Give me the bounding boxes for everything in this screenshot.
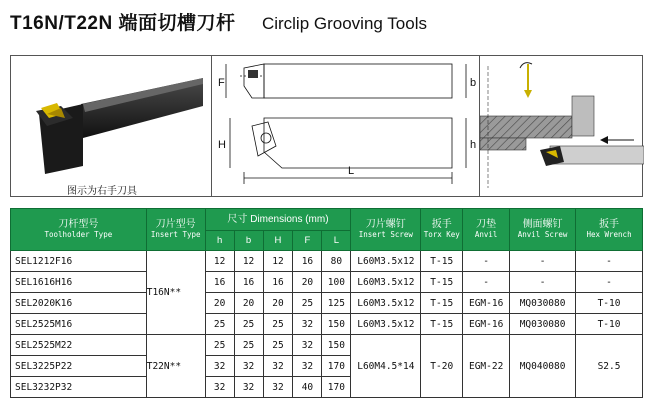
header-dimensions: 尺寸 Dimensions (mm) — [205, 209, 351, 231]
cell-L: 150 — [322, 314, 351, 335]
cell-F: 32 — [293, 314, 322, 335]
header-holder-type: 刀杆型号 Toolholder Type — [11, 209, 147, 251]
title-chinese: T16N/T22N 端面切槽刀杆 — [10, 13, 236, 34]
cell-anvil-group-2: EGM-22 — [463, 335, 510, 398]
cell-b: 25 — [234, 314, 263, 335]
cell-anvil: EGM-16 — [463, 314, 510, 335]
cell-wrench: - — [576, 251, 643, 272]
cell-key: T-15 — [421, 272, 463, 293]
cell-key: T-15 — [421, 293, 463, 314]
dimension-drawing — [212, 56, 480, 196]
cell-L: 170 — [322, 377, 351, 398]
cell-screw: L60M3.5x12 — [351, 272, 421, 293]
cell-F: 25 — [293, 293, 322, 314]
application-diagram — [480, 56, 644, 196]
header-torx-key: 扳手 Torx Key — [421, 209, 463, 251]
cell-H: 25 — [263, 314, 293, 335]
figure-caption: 图示为右手刀具 — [67, 186, 137, 197]
cell-anvil: - — [463, 272, 510, 293]
cell-insert-group-1: T16N** — [146, 251, 205, 335]
table-row — [11, 272, 643, 293]
cell-anvil-screw: MQ030080 — [510, 314, 576, 335]
cell-type: SEL2020K16 — [11, 293, 147, 314]
cell-screw: L60M3.5x12 — [351, 251, 421, 272]
spec-table — [10, 208, 643, 398]
cell-L: 80 — [322, 251, 351, 272]
title-english: Circlip Grooving Tools — [261, 14, 427, 33]
cell-b: 25 — [234, 335, 263, 356]
cell-h: 32 — [205, 356, 234, 377]
cell-b: 32 — [234, 377, 263, 398]
cell-L: 125 — [322, 293, 351, 314]
cell-anvil: - — [463, 251, 510, 272]
cell-H: 32 — [263, 356, 293, 377]
header-anvil: 刀垫 Anvil — [463, 209, 510, 251]
cell-screw-group-2: L60M4.5*14 — [351, 335, 421, 398]
header-dim-h: h — [205, 231, 234, 251]
cell-b: 16 — [234, 272, 263, 293]
header-dim-b: b — [234, 231, 263, 251]
cell-anvil: EGM-16 — [463, 293, 510, 314]
cell-h: 32 — [205, 377, 234, 398]
dim-label-h-upper: H — [218, 139, 226, 151]
cell-h: 25 — [205, 335, 234, 356]
table-row — [11, 251, 643, 272]
cell-anvil-screw: - — [510, 251, 576, 272]
dim-label-h-lower: h — [470, 139, 477, 151]
cell-F: 32 — [293, 335, 322, 356]
cell-L: 100 — [322, 272, 351, 293]
table-row — [11, 293, 643, 314]
cell-anvil-screw-group-2: MQ040080 — [510, 335, 576, 398]
cell-h: 20 — [205, 293, 234, 314]
page-title — [10, 8, 427, 38]
table-row — [11, 314, 643, 335]
cell-b: 12 — [234, 251, 263, 272]
cell-h: 12 — [205, 251, 234, 272]
header-hex-wrench: 扳手 Hex Wrench — [576, 209, 643, 251]
cell-h: 16 — [205, 272, 234, 293]
cell-H: 32 — [263, 377, 293, 398]
tool-photo — [11, 56, 211, 196]
header-insert-screw: 刀片螺钉 Insert Screw — [351, 209, 421, 251]
cell-key-group-2: T-20 — [421, 335, 463, 398]
cell-anvil-screw: MQ030080 — [510, 293, 576, 314]
cell-anvil-screw: - — [510, 272, 576, 293]
cell-wrench: - — [576, 272, 643, 293]
cell-wrench: T-10 — [576, 293, 643, 314]
dim-label-f: F — [218, 77, 225, 89]
dim-label-b: b — [470, 77, 477, 89]
figure-panel — [10, 55, 643, 197]
cell-F: 40 — [293, 377, 322, 398]
cell-F: 20 — [293, 272, 322, 293]
cell-wrench: T-10 — [576, 314, 643, 335]
cell-H: 20 — [263, 293, 293, 314]
cell-type: SEL2525M16 — [11, 314, 147, 335]
cell-H: 16 — [263, 272, 293, 293]
header-dim-H: H — [263, 231, 293, 251]
cell-insert-group-2: T22N** — [146, 335, 205, 398]
cell-type: SEL2525M22 — [11, 335, 147, 356]
cell-H: 12 — [263, 251, 293, 272]
header-anvil-screw: 侧面螺钉 Anvil Screw — [510, 209, 576, 251]
cell-screw: L60M3.5x12 — [351, 314, 421, 335]
cell-type: SEL3232P32 — [11, 377, 147, 398]
header-dim-F: F — [293, 231, 322, 251]
cell-b: 32 — [234, 356, 263, 377]
table-row — [11, 335, 643, 356]
cell-type: SEL3225P22 — [11, 356, 147, 377]
header-insert-type: 刀片型号 Insert Type — [146, 209, 205, 251]
cell-F: 16 — [293, 251, 322, 272]
cell-b: 20 — [234, 293, 263, 314]
cell-F: 32 — [293, 356, 322, 377]
cell-L: 150 — [322, 335, 351, 356]
cell-type: SEL1212F16 — [11, 251, 147, 272]
cell-type: SEL1616H16 — [11, 272, 147, 293]
cell-H: 25 — [263, 335, 293, 356]
cell-h: 25 — [205, 314, 234, 335]
cell-L: 170 — [322, 356, 351, 377]
cell-wrench-group-2: S2.5 — [576, 335, 643, 398]
cell-key: T-15 — [421, 314, 463, 335]
cell-key: T-15 — [421, 251, 463, 272]
dim-label-l: L — [348, 165, 355, 177]
header-dim-L: L — [322, 231, 351, 251]
cell-screw: L60M3.5x12 — [351, 293, 421, 314]
